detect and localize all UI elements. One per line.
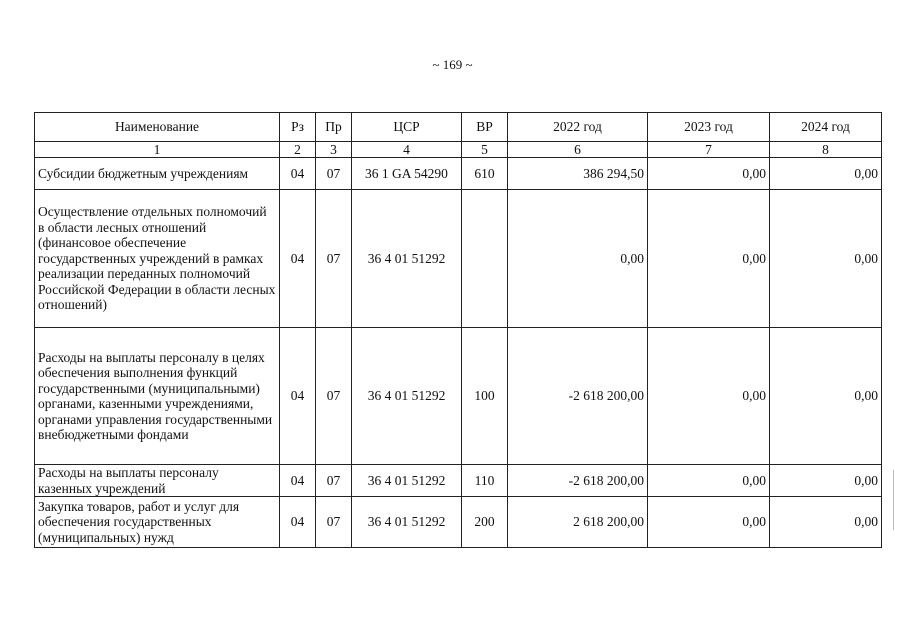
cell-vr: 200	[462, 497, 508, 548]
page-number: ~ 169 ~	[432, 57, 473, 72]
header-2024: 2024 год	[770, 113, 882, 142]
cell-csr: 36 4 01 51292	[352, 190, 462, 328]
cell-rz: 04	[280, 497, 316, 548]
cell-2022: -2 618 200,00	[508, 328, 648, 465]
table-row	[35, 465, 882, 497]
table-row	[35, 158, 882, 190]
header-rz: Рз	[280, 113, 316, 142]
cell-2023: 0,00	[648, 497, 770, 548]
table-row	[35, 190, 882, 328]
cell-2024: 0,00	[770, 328, 882, 465]
cell-2023: 0,00	[648, 465, 770, 497]
cell-pr: 07	[316, 497, 352, 548]
cell-2024: 0,00	[770, 190, 882, 328]
cell-pr: 07	[316, 190, 352, 328]
header-pr: Пр	[316, 113, 352, 142]
table-row	[35, 497, 882, 548]
cell-name: Расходы на выплаты персоналу казенных учреждений	[35, 465, 280, 497]
column-number: 4	[352, 142, 462, 158]
cell-name: Закупка товаров, работ и услуг для обеспечения государственных (муниципальных) нужд	[35, 497, 280, 548]
column-number: 7	[648, 142, 770, 158]
cell-2024: 0,00	[770, 465, 882, 497]
budget-table	[34, 112, 882, 548]
header-csr: ЦСР	[352, 113, 462, 142]
cell-pr: 07	[316, 465, 352, 497]
scan-edge-mark	[893, 470, 894, 530]
cell-2022: 386 294,50	[508, 158, 648, 190]
cell-pr: 07	[316, 328, 352, 465]
cell-name: Осуществление отдельных полномочий в области лесных отношений (финансовое обеспечение государственных учреждений в рамках реализации переданных полномочий Российской Федерации в области лесных отношений)	[35, 190, 280, 328]
cell-2024: 0,00	[770, 497, 882, 548]
cell-vr: 610	[462, 158, 508, 190]
header-vr: ВР	[462, 113, 508, 142]
cell-2022: 2 618 200,00	[508, 497, 648, 548]
column-number: 2	[280, 142, 316, 158]
column-number-row	[35, 142, 882, 158]
cell-csr: 36 1 GA 54290	[352, 158, 462, 190]
cell-vr	[462, 190, 508, 328]
column-number: 8	[770, 142, 882, 158]
cell-csr: 36 4 01 51292	[352, 497, 462, 548]
table-row	[35, 328, 882, 465]
header-row	[35, 113, 882, 142]
header-name: Наименование	[35, 113, 280, 142]
column-number: 3	[316, 142, 352, 158]
cell-2022: 0,00	[508, 190, 648, 328]
column-number: 6	[508, 142, 648, 158]
cell-csr: 36 4 01 51292	[352, 328, 462, 465]
cell-name: Расходы на выплаты персоналу в целях обеспечения выполнения функций государственными (муниципальными) органами, казенными учреждениями, органами управления государственными внебюджетными фондами	[35, 328, 280, 465]
cell-2022: -2 618 200,00	[508, 465, 648, 497]
cell-2023: 0,00	[648, 328, 770, 465]
header-2022: 2022 год	[508, 113, 648, 142]
cell-name: Субсидии бюджетным учреждениям	[35, 158, 280, 190]
cell-2023: 0,00	[648, 158, 770, 190]
column-number: 5	[462, 142, 508, 158]
header-2023: 2023 год	[648, 113, 770, 142]
cell-vr: 110	[462, 465, 508, 497]
cell-rz: 04	[280, 158, 316, 190]
cell-csr: 36 4 01 51292	[352, 465, 462, 497]
cell-pr: 07	[316, 158, 352, 190]
column-number: 1	[35, 142, 280, 158]
cell-rz: 04	[280, 190, 316, 328]
cell-rz: 04	[280, 328, 316, 465]
cell-rz: 04	[280, 465, 316, 497]
cell-vr: 100	[462, 328, 508, 465]
cell-2023: 0,00	[648, 190, 770, 328]
cell-2024: 0,00	[770, 158, 882, 190]
